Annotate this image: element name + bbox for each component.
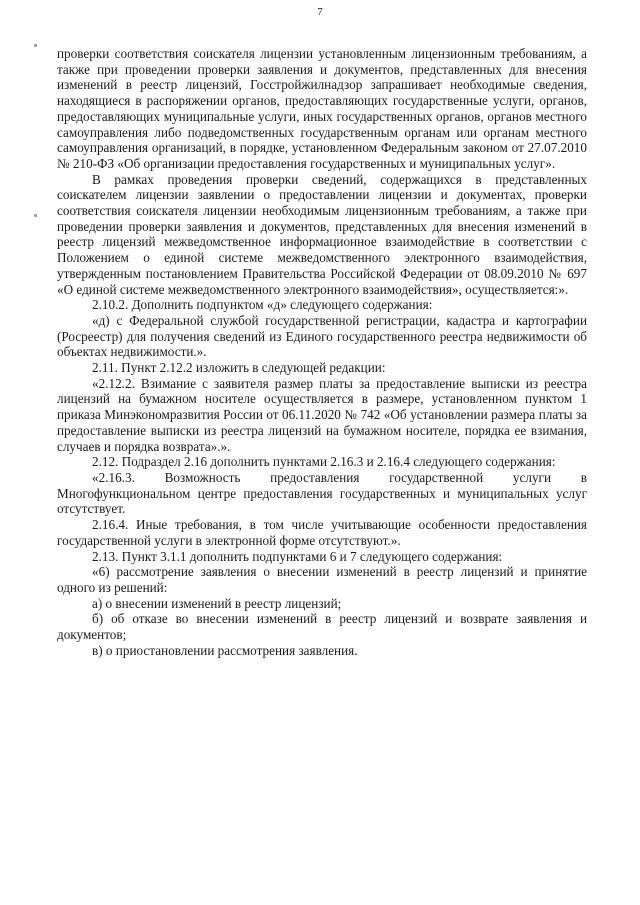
paragraph-2-12: 2.12. Подраздел 2.16 дополнить пунктами 2.16.3 и 2.16.4 следующего содержания: — [92, 454, 556, 470]
paragraph-2-11: 2.11. Пункт 2.12.2 изложить в следующей редакции: — [92, 360, 386, 376]
list-item-a: а) о внесении изменений в реестр лицензий; — [92, 595, 342, 611]
paragraph-2-10-2: 2.10.2. Дополнить подпунктом «д» следующего содержания: — [92, 297, 433, 313]
scan-speck — [34, 44, 37, 47]
paragraph-subpoint-6: «6) рассмотрение заявления о внесении изменений в реестр лицензий и принятие одного из решений: — [57, 564, 587, 595]
paragraph-subpoint-d: «д) с Федеральной службой государственной регистрации, кадастра и картографии (Росреестр) для получения сведений из Единого государственного реестра недвижимости об объектах недвижимости.». — [57, 312, 587, 360]
scan-speck — [34, 214, 37, 217]
paragraph-continuation: проверки соответствия соискателя лицензии установленным лицензионным требованиям, а также при проведении проверки заявления и документов, представленных для внесения изменений в реестр лицензий, Госстройжилнадзор запрашивает необходимые сведения, находящиеся в распоряжении органов, предоставляющих государственные услуги, органов, предоставляющих муниципальные услуги, иных государственных органов, органов местного самоуправления либо подведомственных государственным органам или органам местного самоуправления организаций, в порядке, установленном Федеральным законом от 27.07.2010 № 210-ФЗ «Об организации предоставления государственных и муниципальных услуг». — [57, 46, 587, 171]
paragraph-2-13: 2.13. Пункт 3.1.1 дополнить подпунктами 6 и 7 следующего содержания: — [92, 548, 503, 564]
paragraph-2-12-2: «2.12.2. Взимание с заявителя размер платы за предоставление выписки из реестра лицензий на бумажном носителе осуществляется в размере, установленном пунктом 1 приказа Минэкономразвития России от 06.11.2020 № 742 «Об установлении размера платы за предоставление выписки из реестра лицензий на бумажном носителе, порядка ее взимания, случаев и порядка возврата».». — [57, 375, 587, 454]
paragraph-2-16-3: «2.16.3. Возможность предоставления государственной услуги в Многофункциональном центре предоставления государственных и муниципальных услуг отсутствует. — [57, 469, 587, 517]
list-item-b: б) об отказе во внесении изменений в реестр лицензий и возврате заявления и документов; — [57, 611, 587, 643]
list-item-v: в) о приостановлении рассмотрения заявления. — [92, 642, 358, 658]
document-body — [57, 46, 587, 658]
paragraph-interaction: В рамках проведения проверки сведений, содержащихся в представленных соискателем лицензии заявлении о предоставлении лицензии и документах, проверки соответствия соискателя лицензии необходимым лицензионным требованиям, а также при проведении проверки заявления и документов, представленных для внесения изменений в реестр лицензий межведомственное информационное взаимодействие в соответствии с Положением о единой системе межведомственного электронного взаимодействия, утвержденным постановлением Правительства Российской Федерации от 08.09.2010 № 697 «О единой системе межведомственного электронного взаимодействия», осуществляется:». — [57, 171, 587, 297]
paragraph-2-16-4: 2.16.4. Иные требования, в том числе учитывающие особенности предоставления государственной услуги в электронной форме отсутствуют.». — [57, 517, 587, 548]
page-number: 7 — [317, 6, 323, 18]
